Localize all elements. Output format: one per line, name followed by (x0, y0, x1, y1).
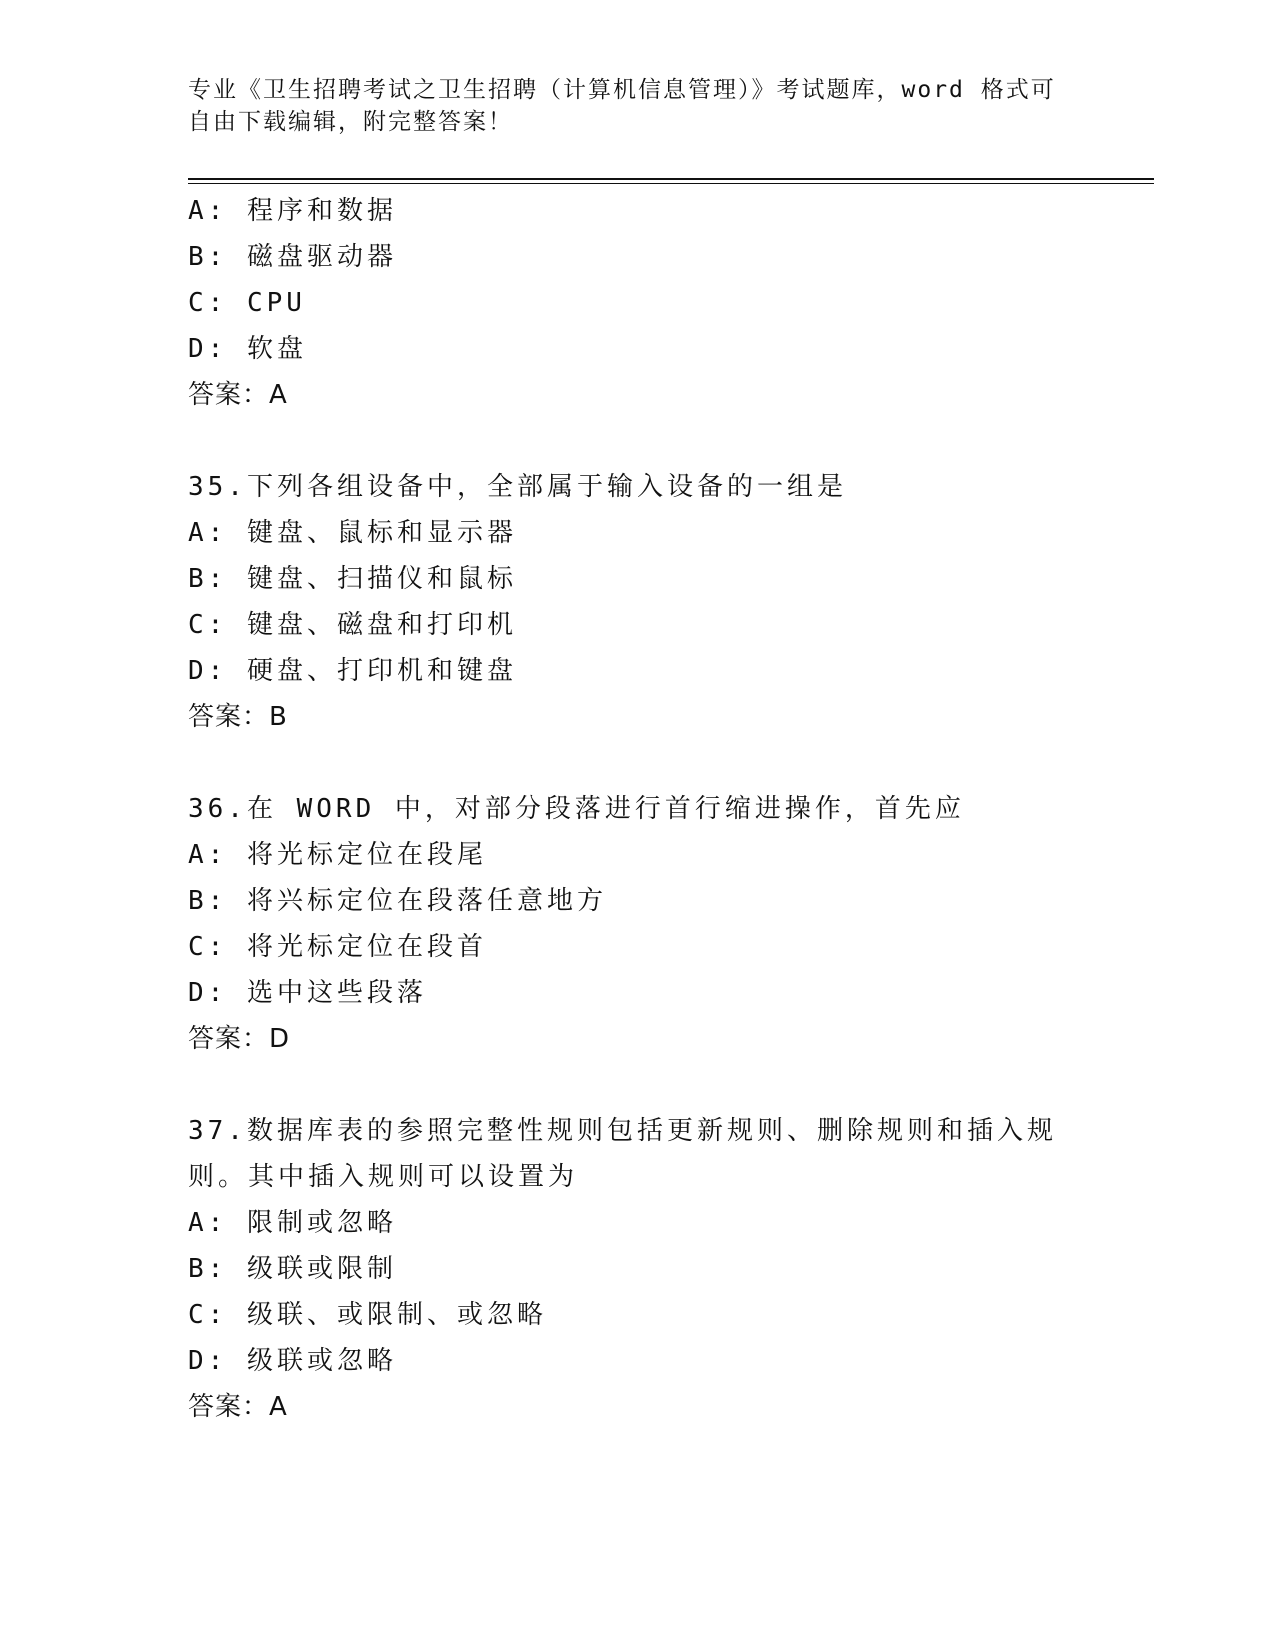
option-d: D: 选中这些段落 (188, 978, 427, 1008)
option-a: A: 将光标定位在段尾 (188, 840, 487, 870)
option-d: D: 软盘 (188, 334, 307, 364)
answer: 答案：B (188, 702, 288, 732)
option-c: C: CPU (188, 288, 306, 318)
question-36 (188, 786, 1088, 1062)
spacer (188, 418, 1088, 464)
option-d: D: 硬盘、打印机和键盘 (188, 656, 517, 686)
answer: 答案：A (188, 380, 288, 410)
option-b: B: 级联或限制 (188, 1254, 397, 1284)
spacer (188, 1062, 1088, 1108)
question-list (188, 188, 1088, 1430)
question-stem: 37.数据库表的参照完整性规则包括更新规则、删除规则和插入规则。其中插入规则可以设置为 (188, 1116, 1057, 1192)
option-a: A: 程序和数据 (188, 196, 397, 226)
option-b: B: 磁盘驱动器 (188, 242, 397, 272)
question-stem: 35.下列各组设备中，全部属于输入设备的一组是 (188, 472, 847, 502)
option-b: B: 键盘、扫描仪和鼠标 (188, 564, 517, 594)
option-d: D: 级联或忽略 (188, 1346, 397, 1376)
question-stem: 36.在 WORD 中，对部分段落进行首行缩进操作，首先应 (188, 794, 965, 824)
option-c: C: 键盘、磁盘和打印机 (188, 610, 517, 640)
answer: 答案：D (188, 1024, 291, 1054)
option-b: B: 将兴标定位在段落任意地方 (188, 886, 607, 916)
answer: 答案：A (188, 1392, 288, 1422)
question-34 (188, 188, 1088, 418)
option-c: C: 级联、或限制、或忽略 (188, 1300, 547, 1330)
option-c: C: 将光标定位在段首 (188, 932, 487, 962)
spacer (188, 740, 1088, 786)
header-divider-thick (188, 178, 1154, 180)
option-a: A: 键盘、鼠标和显示器 (188, 518, 517, 548)
document-header: 专业《卫生招聘考试之卫生招聘（计算机信息管理）》考试题库，word 格式可自由下载编辑，附完整答案！ (188, 77, 1056, 135)
question-37 (188, 1108, 1088, 1430)
question-35 (188, 464, 1088, 740)
header-divider-thin (188, 183, 1154, 184)
option-a: A: 限制或忽略 (188, 1208, 397, 1238)
